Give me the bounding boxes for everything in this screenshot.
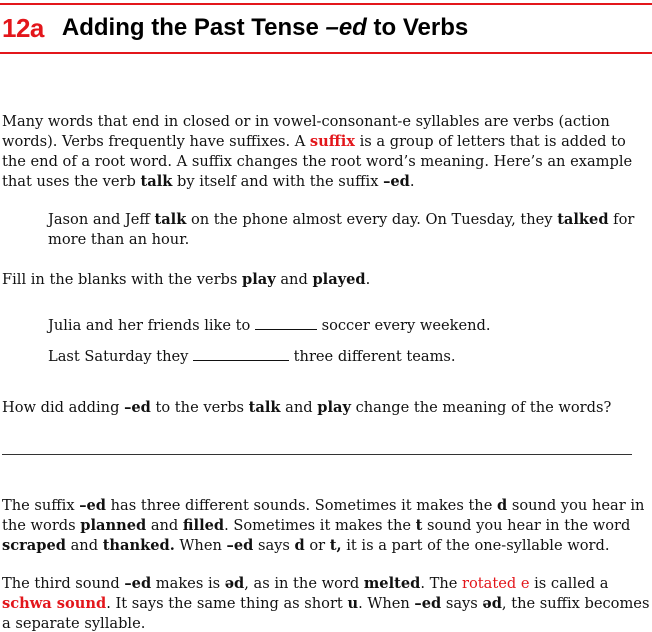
header-top-rule xyxy=(0,3,652,5)
term-rotated-e: rotated e xyxy=(462,575,530,592)
fill-in-instructions: Fill in the blanks with the verbs play and played. xyxy=(2,271,371,288)
intro-paragraph: Many words that end in closed or in vowel-consonant-e syllables are verbs (action words). Verbs frequently have suffixes. A suffix is a group of letters that is added to the end of a root word. A suffix changes the root word’s meaning. Here’s an example that uses the verb talk by itself and with the suffix –ed. xyxy=(2,113,633,190)
term-schwa-sound: schwa sound xyxy=(2,595,107,612)
fill-sentence-2: Last Saturday they three different teams. xyxy=(48,348,456,365)
fill-sentence-1: Julia and her friends like to soccer every weekend. xyxy=(48,317,491,334)
answer-line[interactable] xyxy=(2,454,632,455)
page-header xyxy=(2,9,468,47)
page-title: Adding the Past Tense –ed to Verbs xyxy=(61,14,469,41)
question: How did adding –ed to the verbs talk and play change the meaning of the words? xyxy=(2,399,612,416)
term-suffix: suffix xyxy=(309,133,355,150)
schwa-paragraph: The third sound –ed makes is əd, as in the word melted. The rotated e is called a schwa sound. It says the same thing as short u. When –ed says əd, the suffix becomes a separate syllable. xyxy=(2,575,650,632)
blank-2[interactable] xyxy=(193,347,289,361)
blank-1[interactable] xyxy=(255,316,317,330)
suffix-sounds-paragraph: The suffix –ed has three different sounds. Sometimes it makes the d sound you hear in the words planned and filled. Sometimes it makes the t sound you hear in the word scraped and thanked. When –ed says d or t, it is a part of the one-syllable word. xyxy=(2,497,645,554)
lesson-number: 12a xyxy=(2,12,44,43)
header-bottom-rule xyxy=(0,52,652,54)
example-sentence: Jason and Jeff talk on the phone almost every day. On Tuesday, they talked for more than an hour. xyxy=(48,211,635,248)
